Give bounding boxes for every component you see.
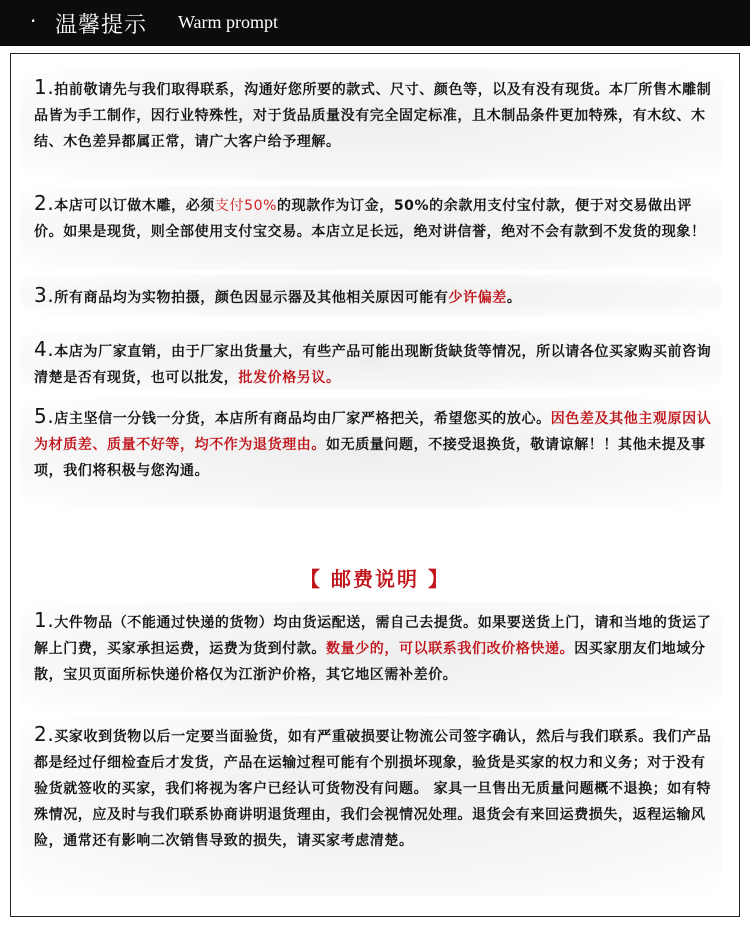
paragraph-text: 大件物品（不能通过快递的货物）均由货运配送，需自己去提货。如果要送货上门，请和当地的货运了解上门费，买家承担运费，运费为货到付款。 xyxy=(34,615,712,657)
header-bar xyxy=(0,0,750,46)
paragraph-number: 1. xyxy=(34,75,55,99)
header-bullet: · xyxy=(30,9,37,33)
header-title-en: Warm prompt xyxy=(178,12,279,32)
paragraph-text: 本店为厂家直销，由于厂家出货量大，有些产品可能出现断货缺货等情况，所以请各位买家购买前咨询清楚是否有现货，也可以批发， xyxy=(34,344,712,386)
paragraph-text-end: 。 xyxy=(506,290,522,306)
notice-paragraph-5 xyxy=(34,403,714,484)
notice-paragraph-2 xyxy=(34,190,714,245)
paragraph-number: 3. xyxy=(34,283,55,307)
paragraph-number: 5. xyxy=(34,404,55,428)
paragraph-text: 本店可以订做木雕，必须 xyxy=(54,198,215,214)
shipping-paragraph-1 xyxy=(34,607,714,688)
paragraph-text-continued: 因买家朋友们地域分散，宝贝页面所标快递价格仅为江浙沪价格，其它地区需补差价。 xyxy=(34,641,706,683)
notice-paragraph-3 xyxy=(34,282,714,311)
header-title-cn: 温馨提示 xyxy=(55,13,148,38)
express-highlight: 数量少的，可以联系我们改价格快递。 xyxy=(326,641,575,657)
paragraph-number: 2. xyxy=(34,191,55,215)
paragraph-text: 店主坚信一分钱一分货，本店所有商品均由厂家严格把关，希望您买的放心。 xyxy=(54,411,551,427)
notice-paragraph-1 xyxy=(34,74,714,155)
notice-paragraph-4 xyxy=(34,336,714,391)
shipping-section-title: 【 邮费说明 】 xyxy=(300,567,450,591)
paragraph-number: 1. xyxy=(34,608,55,632)
deposit-highlight: 支付50% xyxy=(214,198,278,214)
paragraph-text-continued: 的现款作为订金，50%的余款用支付宝付款，便于对交易做出评价。如果是现货，则全部使用支付宝交易。本店立足长远，绝对讲信誉，绝对不会有款到不发货的现象！ xyxy=(34,198,706,240)
color-deviation-highlight: 少许偏差 xyxy=(448,290,507,306)
paragraph-text: 买家收到货物以后一定要当面验货，如有严重破损要让物流公司签字确认，然后与我们联系。我们产品都是经过仔细检查后才发货，产品在运输过程可能有个别损坏现象，验货是买家的权力和义务；对于没有验货就签收的买家，我们将视为客户已经认可货物没有问题。 家具一旦售出无质量问题概不退换；如有特殊情况，应及时与我们联系协商讲明退货理由，我们会视情况处理。退货会有来回运费损失，返程运输风险，通常还有影响二次销售导致的损失，请买家考虑清楚。 xyxy=(34,729,712,849)
wholesale-price-highlight: 批发价格另议。 xyxy=(238,370,341,386)
paragraph-text: 拍前敬请先与我们取得联系，沟通好您所要的款式、尺寸、颜色等，以及有没有现货。本厂所售木雕制品皆为手工制作，因行业特殊性，对于货品质量没有完全固定标准，且木制品条件更加特殊，有木纹、木结、木色差异都属正常，请广大客户给予理解。 xyxy=(34,82,712,150)
paragraph-number: 2. xyxy=(34,722,55,746)
paragraph-text-continued: 如无质量问题，不接受退换货，敬请谅解！！其他未提及事项，我们将积极与您沟通。 xyxy=(34,437,706,479)
paragraph-number: 4. xyxy=(34,337,55,361)
return-policy-highlight: 因色差及其他主观原因认为材质差、质量不好等，均不作为退货理由。 xyxy=(34,411,712,453)
paragraph-text: 所有商品均为实物拍摄，颜色因显示器及其他相关原因可能有 xyxy=(54,290,449,306)
shipping-paragraph-2 xyxy=(34,721,714,854)
